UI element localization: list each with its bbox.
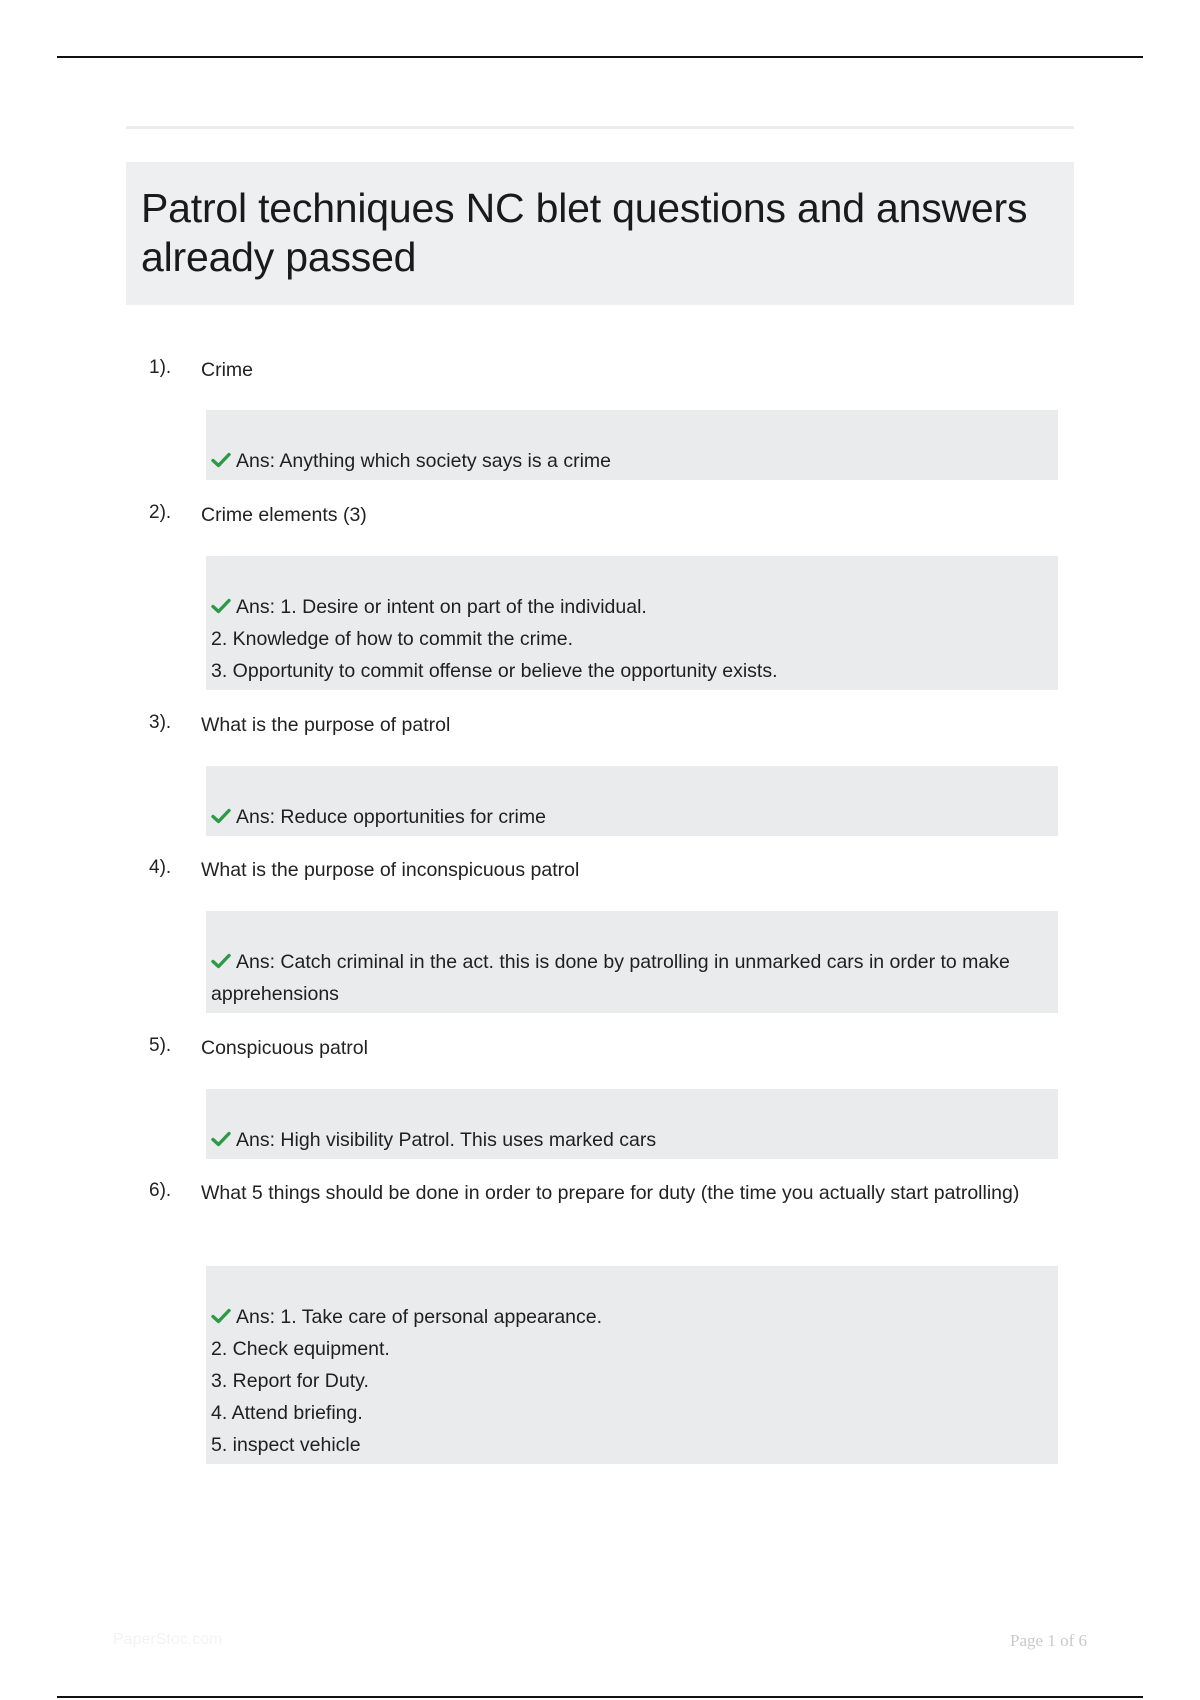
answer-box	[206, 766, 1058, 836]
answer-text: Ans: Catch criminal in the act. this is done by patrolling in unmarked cars in order to make apprehensions	[211, 951, 1010, 1005]
question-number: 4).	[149, 857, 172, 878]
page-title: Patrol techniques NC blet questions and answers already passed	[141, 185, 1028, 280]
answer-text: Ans: 1. Desire or intent on part of the individual. 2. Knowledge of how to commit the crime. 3. Opportunity to commit offense or believe the opportunity exists.	[211, 596, 778, 682]
answer-box	[206, 1089, 1058, 1159]
question-text: What 5 things should be done in order to prepare for duty (the time you actually start patrolling)	[201, 1182, 1020, 1204]
page-number: Page 1 of 6	[1010, 1631, 1087, 1650]
title-box	[126, 162, 1074, 305]
answer-text: Ans: High visibility Patrol. This uses marked cars	[236, 1129, 657, 1151]
question-text: What is the purpose of inconspicuous patrol	[201, 859, 580, 881]
question-text: What is the purpose of patrol	[201, 714, 451, 736]
question-text: Crime	[201, 359, 253, 381]
top-rule	[57, 56, 1143, 58]
question-number: 2).	[149, 502, 172, 523]
header-divider	[126, 126, 1074, 129]
answer-box	[206, 911, 1058, 1013]
check-icon	[211, 598, 231, 614]
check-icon	[211, 953, 231, 969]
check-icon	[211, 808, 231, 824]
question-number: 5).	[149, 1035, 172, 1056]
question-number: 1).	[149, 357, 172, 378]
answer-text: Ans: Anything which society says is a crime	[236, 450, 611, 472]
question-number: 6).	[149, 1180, 172, 1201]
check-icon	[211, 452, 231, 468]
bottom-rule	[57, 1696, 1143, 1698]
answer-box	[206, 1266, 1058, 1464]
footer-watermark: PaperStoc.com	[113, 1631, 223, 1648]
check-icon	[211, 1308, 231, 1324]
question-text: Crime elements (3)	[201, 504, 367, 526]
answer-box	[206, 556, 1058, 690]
check-icon	[211, 1131, 231, 1147]
answer-box	[206, 410, 1058, 480]
answer-text: Ans: 1. Take care of personal appearance. 2. Check equipment. 3. Report for Duty. 4. Attend briefing. 5. inspect vehicle	[211, 1306, 603, 1456]
question-text: Conspicuous patrol	[201, 1037, 368, 1059]
question-number: 3).	[149, 712, 172, 733]
answer-text: Ans: Reduce opportunities for crime	[236, 806, 546, 828]
